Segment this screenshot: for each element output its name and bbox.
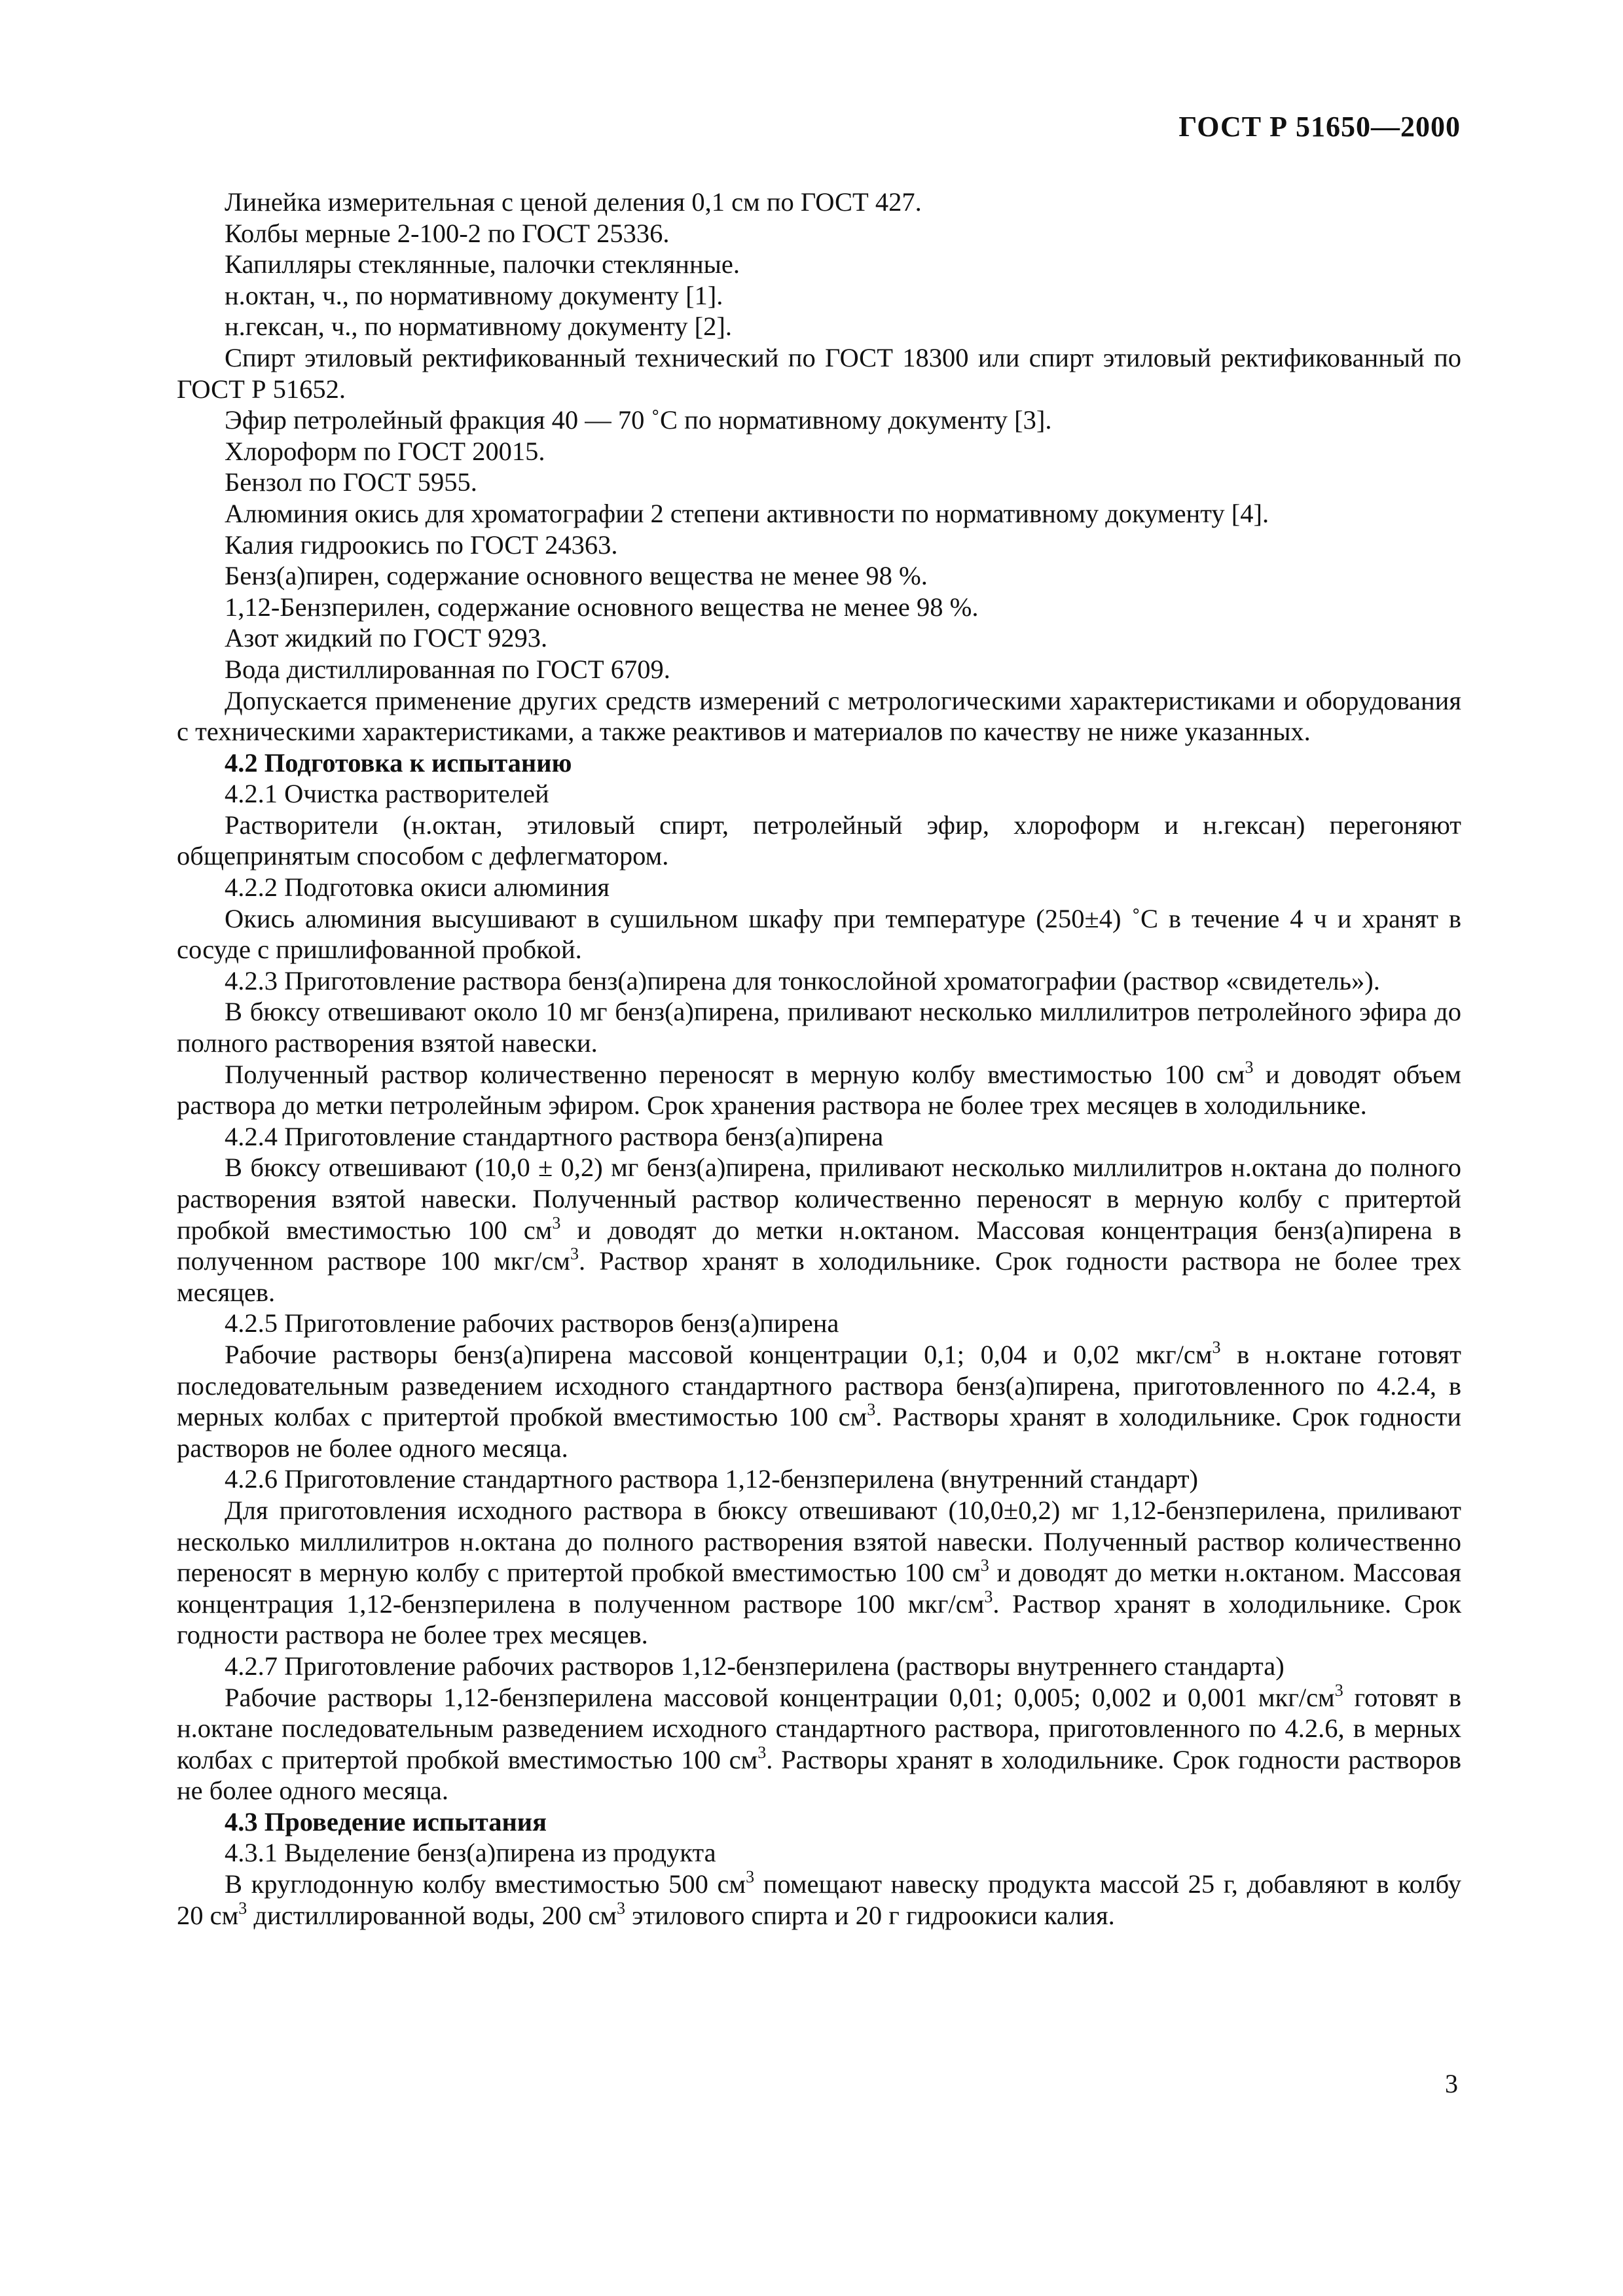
paragraph: 4.2.2 Подготовка окиси алюминия — [225, 872, 610, 903]
paragraph: Алюминия окись для хроматографии 2 степени активности по нормативному документу [4]. — [225, 498, 1269, 528]
paragraph: Азот жидкий по ГОСТ 9293. — [225, 623, 548, 653]
text-run: готовят в н.октане последовательным разведением исходного стандартного раствора, приготовленного по 4.2.6, в мерных колбах с притертой пробкой вместимостью 100 см — [177, 1682, 1461, 1774]
text-run: . Растворы хранят в холодильнике. Срок годности растворов не более одного месяца. — [177, 1402, 1462, 1463]
text-run: дистиллированной воды, 200 см — [247, 1900, 617, 1930]
paragraph: Окись алюминия высушивают в сушильном шкафу при температуре (250±4) ˚С в течение 4 ч и хранят в сосуде с пришлифованной пробкой. — [177, 903, 1461, 965]
paragraph: В бюксу отвешивают около 10 мг бенз(а)пирена, приливают несколько миллилитров петролейного эфира до полного растворения взятой навески. — [177, 997, 1461, 1058]
paragraph: 4.3.1 Выделение бенз(а)пирена из продукта — [225, 1838, 716, 1868]
text-run: Полученный раствор количественно переносят в мерную колбу вместимостью 100 см — [225, 1059, 1245, 1089]
superscript: 3 — [1245, 1057, 1254, 1077]
paragraph: Линейка измерительная с ценой деления 0,1 см по ГОСТ 427. — [225, 187, 922, 217]
paragraph: 1,12-Бензперилен, содержание основного вещества не менее 98 %. — [225, 592, 979, 622]
paragraph — [177, 1682, 1461, 1806]
text-run: Для приготовления исходного раствора в бюксу отвешивают (10,0±0,2) мг 1,12-бензперилена, приливают несколько миллилитров н.октана до полного растворения взятой навески. Полученный раствор количественно переносят в мерную колбу с притертой пробкой вместимостью 100 см — [177, 1495, 1461, 1588]
paragraph: 4.2.5 Приготовление рабочих растворов бенз(а)пирена — [225, 1308, 839, 1338]
text-run: помещают навеску продукта массой 25 г, добавляют в колбу 20 см — [177, 1869, 1461, 1930]
superscript: 3 — [1334, 1680, 1343, 1700]
paragraph — [177, 1059, 1461, 1121]
paragraph: Колбы мерные 2-100-2 по ГОСТ 25336. — [225, 218, 670, 248]
paragraph: 4.2.3 Приготовление раствора бенз(а)пирена для тонкослойной хроматографии (раствор «свидетель»). — [225, 965, 1380, 996]
superscript: 3 — [984, 1587, 993, 1606]
superscript: 3 — [570, 1244, 579, 1264]
section-heading: 4.2 Подготовка к испытанию — [225, 747, 572, 778]
superscript: 3 — [746, 1867, 755, 1887]
paragraph — [177, 1869, 1461, 1931]
text-run: в н.октане готовят последовательным разведением исходного стандартного раствора бенз(а)пирена, приготовленного по 4.2.4, в мерных колбах с притертой пробкой вместимостью 100 см — [177, 1339, 1461, 1432]
text-run: этилового спирта и 20 г гидроокиси калия. — [625, 1900, 1115, 1930]
paragraph: н.гексан, ч., по нормативному документу [2]. — [225, 312, 733, 342]
text-run: Рабочие растворы бенз(а)пирена массовой концентрации 0,1; 0,04 и 0,02 мкг/см — [225, 1339, 1213, 1369]
paragraph — [177, 1152, 1461, 1308]
text-run: Рабочие растворы 1,12-бензперилена массовой концентрации 0,01; 0,005; 0,002 и 0,001 мкг/см — [225, 1682, 1335, 1712]
paragraph: Бенз(а)пирен, содержание основного вещества не менее 98 %. — [225, 561, 928, 591]
text-run: . Растворы хранят в холодильнике. Срок годности растворов не более одного месяца. — [177, 1744, 1462, 1806]
paragraph — [177, 1495, 1461, 1651]
superscript: 3 — [867, 1400, 876, 1420]
paragraph: 4.2.4 Приготовление стандартного раствора бенз(а)пирена — [225, 1121, 884, 1151]
text-run: и доводят до метки н.октаном. Массовая концентрация 1,12-бензперилена в полученном растворе 100 мкг/см — [177, 1558, 1461, 1619]
text-run: В бюксу отвешивают (10,0 ± 0,2) мг бенз(а)пирена, приливают несколько миллилитров н.октана до полного растворения взятой навески. Полученный раствор количественно переносят в мерную колбу с притертой пробкой вместимостью 100 см — [177, 1153, 1461, 1245]
superscript: 3 — [1212, 1337, 1221, 1357]
text-run: и доводят до метки н.октаном. Массовая концентрация бенз(а)пирена в полученном растворе 100 мкг/см — [177, 1215, 1461, 1276]
superscript: 3 — [617, 1898, 626, 1918]
paragraph: Хлороформ по ГОСТ 20015. — [225, 436, 545, 466]
paragraph: н.октан, ч., по нормативному документу [1]. — [225, 280, 723, 310]
paragraph: Эфир петролейный фракция 40 — 70 ˚С по нормативному документу [3]. — [225, 405, 1052, 435]
document-header: ГОСТ Р 51650—2000 — [1178, 111, 1461, 143]
paragraph: Растворители (н.октан, этиловый спирт, петролейный эфир, хлороформ и н.гексан) перегоняют общепринятым способом с дефлегматором. — [177, 810, 1461, 871]
section-heading: 4.3 Проведение испытания — [225, 1806, 547, 1837]
paragraph: 4.2.7 Приготовление рабочих растворов 1,12-бензперилена (растворы внутреннего стандарта) — [225, 1651, 1285, 1681]
paragraph: Бензол по ГОСТ 5955. — [225, 467, 477, 497]
paragraph: Калия гидроокись по ГОСТ 24363. — [225, 529, 618, 560]
text-run: В круглодонную колбу вместимостью 500 см — [225, 1869, 746, 1899]
paragraph: Спирт этиловый ректификованный технический по ГОСТ 18300 или спирт этиловый ректификованный по ГОСТ Р 51652. — [177, 342, 1461, 404]
text-run: . Раствор хранят в холодильнике. Срок годности раствора не более трех месяцев. — [177, 1588, 1461, 1650]
paragraph: 4.2.6 Приготовление стандартного раствора 1,12-бензперилена (внутренний стандарт) — [225, 1464, 1199, 1494]
paragraph: Капилляры стеклянные, палочки стеклянные. — [225, 249, 740, 279]
superscript: 3 — [552, 1213, 561, 1232]
superscript: 3 — [757, 1742, 767, 1762]
text-run: и доводят объем раствора до метки петролейным эфиром. Срок хранения раствора не более трех месяцев в холодильнике. — [177, 1059, 1461, 1121]
paragraph — [177, 1339, 1461, 1463]
text-run: . Раствор хранят в холодильнике. Срок годности раствора не более трех месяцев. — [177, 1246, 1461, 1307]
paragraph: 4.2.1 Очистка растворителей — [225, 779, 549, 809]
document-body — [177, 187, 1461, 1931]
page-number: 3 — [1445, 2069, 1458, 2098]
paragraph: Вода дистиллированная по ГОСТ 6709. — [225, 654, 670, 684]
superscript: 3 — [980, 1556, 989, 1575]
paragraph: Допускается применение других средств измерений с метрологическими характеристиками и оборудования с техническими характеристиками, а также реактивов и материалов по качеству не ниже указанных. — [177, 685, 1461, 747]
superscript: 3 — [238, 1898, 247, 1918]
